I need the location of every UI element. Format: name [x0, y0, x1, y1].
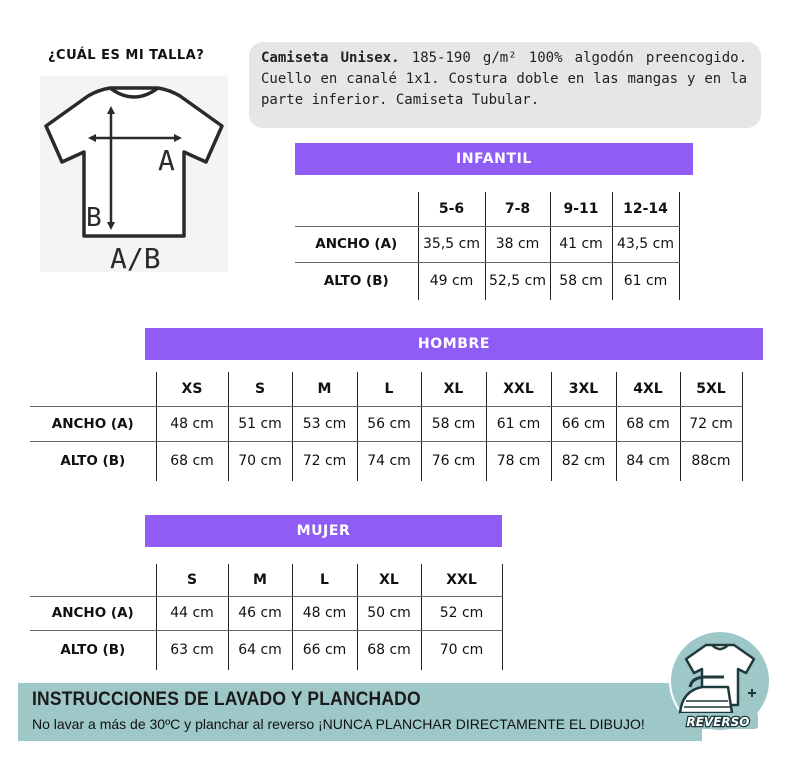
value-cell: 43,5 cm: [612, 226, 679, 262]
value-cell: 74 cm: [357, 441, 421, 481]
size-header: 4XL: [616, 372, 680, 406]
value-cell: 84 cm: [616, 441, 680, 481]
size-header: XXL: [486, 372, 551, 406]
value-cell: 58 cm: [550, 262, 612, 300]
tshirt-icon: [40, 76, 228, 272]
value-cell: 64 cm: [228, 630, 292, 670]
value-cell: 38 cm: [485, 226, 550, 262]
value-cell: 56 cm: [357, 406, 421, 441]
value-cell: 46 cm: [228, 596, 292, 630]
value-cell: 72 cm: [680, 406, 742, 441]
row-label: ALTO (B): [60, 453, 126, 470]
hombre-header: HOMBRE: [145, 328, 763, 360]
size-header: S: [156, 564, 228, 596]
value-cell: 70 cm: [228, 441, 292, 481]
value-cell: 52,5 cm: [485, 262, 550, 300]
size-question-title: ¿CUÁL ES MI TALLA?: [48, 48, 205, 63]
value-cell: 41 cm: [550, 226, 612, 262]
size-header: XL: [421, 372, 486, 406]
value-cell: 66 cm: [551, 406, 616, 441]
size-header: M: [292, 372, 357, 406]
size-header: XS: [156, 372, 228, 406]
size-header: M: [228, 564, 292, 596]
value-cell: 72 cm: [292, 441, 357, 481]
size-header: 5XL: [680, 372, 742, 406]
washing-title: INSTRUCCIONES DE LAVADO Y PLANCHADO: [32, 689, 421, 710]
row-label: ALTO (B): [323, 273, 389, 290]
value-cell: 53 cm: [292, 406, 357, 441]
value-cell: 52 cm: [421, 596, 502, 630]
label-b: B: [86, 203, 102, 233]
description-text: 185-190 g/m² 100% algodón preencogido. Cuello en canalé 1x1. Costura doble en las mangas y en la parte inferior. Camiseta Tubular.: [261, 50, 747, 108]
value-cell: 70 cm: [421, 630, 502, 670]
reverso-label: REVERSO: [686, 715, 750, 729]
value-cell: 61 cm: [486, 406, 551, 441]
value-cell: 44 cm: [156, 596, 228, 630]
value-cell: 66 cm: [292, 630, 357, 670]
size-header: 3XL: [551, 372, 616, 406]
row-label: ANCHO (A): [30, 406, 156, 441]
value-cell: 48 cm: [292, 596, 357, 630]
size-header: L: [357, 372, 421, 406]
mujer-table: [30, 564, 503, 670]
row-label: ANCHO (A): [295, 226, 418, 262]
value-cell: 35,5 cm: [418, 226, 485, 262]
value-cell: 82 cm: [551, 441, 616, 481]
washing-instructions-banner: [18, 683, 702, 741]
value-cell: 49 cm: [418, 262, 485, 300]
value-cell: 68 cm: [357, 630, 421, 670]
infantil-header: INFANTIL: [295, 143, 693, 175]
size-header: 12-14: [612, 192, 679, 226]
size-header: 7-8: [485, 192, 550, 226]
value-cell: 51 cm: [228, 406, 292, 441]
value-cell: 76 cm: [421, 441, 486, 481]
value-cell: 50 cm: [357, 596, 421, 630]
washing-text: No lavar a más de 30ºC y planchar al reverso ¡NUNCA PLANCHAR DIRECTAMENTE EL DIBUJO!: [32, 716, 645, 732]
size-header: L: [292, 564, 357, 596]
label-a: A: [158, 144, 175, 177]
label-ab: A/B: [110, 242, 161, 272]
value-cell: 58 cm: [421, 406, 486, 441]
hombre-table: [30, 372, 743, 481]
value-cell: 48 cm: [156, 406, 228, 441]
size-header: XXL: [421, 564, 502, 596]
corner-cell: [295, 192, 418, 226]
corner-cell: [30, 372, 156, 406]
value-cell: 88cm: [680, 441, 742, 481]
description-bold: Camiseta Unisex.: [261, 50, 400, 66]
row-label: ALTO (B): [60, 642, 126, 659]
reverso-badge: [662, 631, 780, 735]
tshirt-diagram: [40, 76, 228, 272]
value-cell: 78 cm: [486, 441, 551, 481]
row-label: ANCHO (A): [30, 596, 156, 630]
product-description: [249, 42, 761, 128]
infantil-table: [295, 192, 680, 300]
size-header: 9-11: [550, 192, 612, 226]
mujer-header: MUJER: [145, 515, 502, 547]
value-cell: 68 cm: [156, 441, 228, 481]
value-cell: 63 cm: [156, 630, 228, 670]
value-cell: 68 cm: [616, 406, 680, 441]
size-header: 5-6: [418, 192, 485, 226]
corner-cell: [30, 564, 156, 596]
size-header: XL: [357, 564, 421, 596]
size-header: S: [228, 372, 292, 406]
value-cell: 61 cm: [612, 262, 679, 300]
